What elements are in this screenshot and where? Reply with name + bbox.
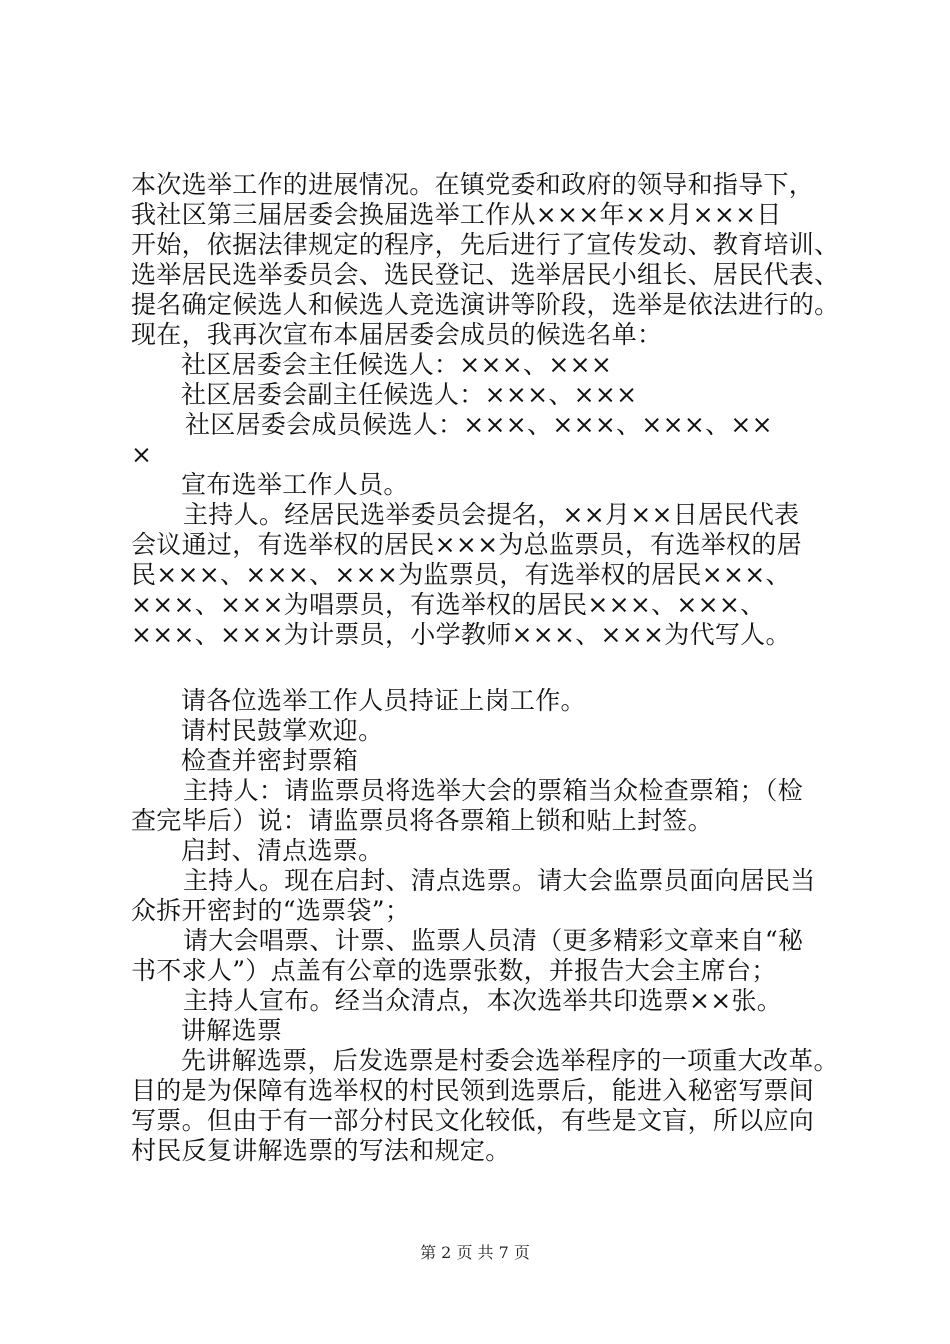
candidate-deputy-line: 社区居委会副主任候选人：×××、×××	[181, 380, 638, 409]
paragraph-line: 众拆开密封的“选票袋”；	[131, 896, 411, 925]
paragraph-line: 书不求人”）点盖有公章的选票张数，并报告大会主席台；	[131, 956, 777, 985]
paragraph-line: 现在，我再次宣布本届居委会成员的候选名单：	[131, 320, 663, 349]
paragraph-line: 请大会唱票、计票、监票人员清（更多精彩文章来自“秘	[183, 926, 804, 955]
paragraph-line: 先讲解选票，后发选票是村委会选举程序的一项重大改革。	[181, 1046, 839, 1075]
paragraph-line: 提名确定候选人和候选人竞选演讲等阶段，选举是依法进行的。	[131, 290, 840, 319]
paragraph-line: 主持人宣布。经当众清点，本次选举共印选票××张。	[183, 986, 783, 1015]
paragraph-line: 查完毕后）说：请监票员将各票箱上锁和贴上封签。	[131, 806, 713, 835]
paragraph-line: 目的是为保障有选举权的村民领到选票后，能进入秘密写票间	[131, 1076, 815, 1105]
blank-line	[131, 650, 851, 686]
paragraph-line: ×××、×××为唱票员，有选举权的居民×××、×××、	[131, 590, 766, 619]
paragraph-line: 主持人。经居民选举委员会提名，××月××日居民代表	[183, 500, 800, 529]
paragraph-line: 开始，依据法律规定的程序，先后进行了宣传发动、教育培训、	[131, 230, 840, 259]
section-heading: 宣布选举工作人员。	[181, 470, 409, 499]
paragraph-line: ×××、×××为计票员，小学教师×××、×××为代写人。	[131, 620, 791, 649]
section-heading: 启封、清点选票。	[181, 836, 384, 865]
paragraph-line: 主持人：请监票员将选举大会的票箱当众检查票箱；（检	[183, 776, 804, 805]
paragraph-line: 会议通过，有选举权的居民×××为总监票员，有选举权的居	[131, 530, 802, 559]
paragraph-line: 写票。但由于有一部分村民文化较低，有些是文盲，所以应向	[131, 1106, 815, 1135]
paragraph-line: 民×××、×××、×××为监票员，有选举权的居民×××、	[131, 560, 791, 589]
paragraph-line: 请各位选举工作人员持证上岗工作。	[181, 686, 586, 715]
paragraph-line: 请村民鼓掌欢迎。	[181, 716, 384, 745]
section-heading: 讲解选票	[181, 1016, 283, 1045]
paragraph-line: ×	[131, 440, 153, 469]
section-heading: 检查并密封票箱	[181, 746, 359, 775]
paragraph-line: 本次选举工作的进展情况。在镇党委和政府的领导和指导下，	[131, 170, 815, 199]
page-number-footer: 第 2 页 共 7 页	[420, 1243, 530, 1262]
paragraph-line: 主持人。现在启封、清点选票。请大会监票员面向居民当	[183, 866, 816, 895]
document-body	[131, 170, 851, 1166]
candidate-member-line: 社区居委会成员候选人：×××、×××、×××、××	[185, 410, 773, 439]
candidate-director-line: 社区居委会主任候选人：×××、×××	[181, 350, 613, 379]
paragraph-line: 村民反复讲解选票的写法和规定。	[131, 1136, 511, 1165]
paragraph-line: 我社区第三届居委会换届选举工作从×××年××月×××日	[131, 200, 782, 229]
paragraph-line: 选举居民选举委员会、选民登记、选举居民小组长、居民代表、	[131, 260, 840, 289]
